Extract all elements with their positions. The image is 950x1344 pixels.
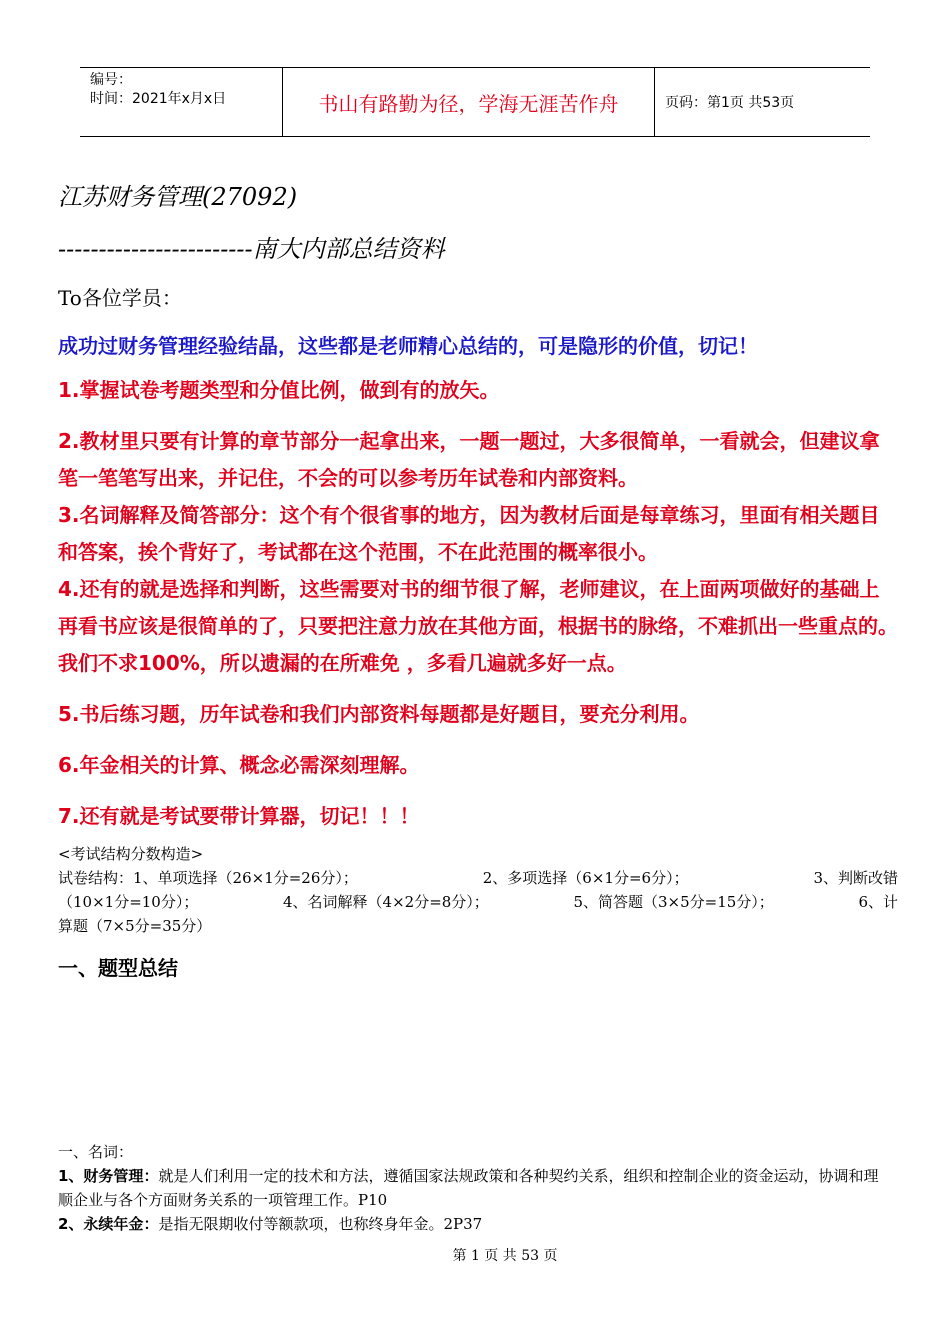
tip-item: 4.还有的就是选择和判断，这些需要对书的细节很了解，老师建议，在上面两项做好的基础上再看书应该是很简单的了，只要把注意力放在其他方面，根据书的脉络，不难抓出一些重点的。我们不求100%，所以遗漏的在所难免 ，多看几遍就多好一点。: [58, 577, 898, 675]
header-time: 时间：2021年x月x日: [90, 91, 227, 107]
tip-item: 3.名词解释及简答部分：这个有个很省事的地方，因为教材后面是每章练习，里面有相关题目和答案，挨个背好了，考试都在这个范围，不在此范围的概率很小。: [58, 503, 880, 564]
structure-item: 2、多项选择（6×1分=6分）；: [482, 869, 689, 887]
term-item: [58, 1212, 888, 1236]
doc-title: 江苏财务管理(27092): [58, 183, 298, 211]
structure-item: （10×1分=10分）；: [58, 893, 199, 911]
lead-text: 成功过财务管理经验结晶，这些都是老师精心总结的，可是隐形的价值，切记！: [58, 334, 758, 358]
header-page: 页码：第1页 共53页: [665, 95, 795, 111]
header-motto: 书山有路勤为径，学海无涯苦作舟: [282, 68, 655, 136]
term-name: 2、永续年金：: [58, 1215, 159, 1233]
tip-item: 5.书后练习题，历年试卷和我们内部资料每题都是好题目，要充分利用。: [58, 702, 700, 726]
page-footer: 第 1 页 共 53 页: [452, 1248, 558, 1264]
section-heading: 一、题型总结: [58, 956, 178, 980]
tip-item: 2.教材里只要有计算的章节部分一起拿出来，一题一题过，大多很简单，一看就会，但建议拿笔一笔笔写出来，并记住，不会的可以参考历年试卷和内部资料。: [58, 429, 880, 490]
tip-item: 7.还有就是考试要带计算器，切记！！！: [58, 804, 420, 828]
header-meta: [80, 68, 282, 136]
structure-row: [58, 890, 898, 914]
term-definition: 就是人们利用一定的技术和方法，遵循国家法规政策和各种契约关系，组织和控制企业的资金运动，协调和理顺企业与各个方面财务关系的一项管理工作。P10: [58, 1167, 879, 1209]
structure-row: 算题（7×5分=35分）: [58, 917, 212, 935]
structure-item: 5、简答题（3×5分=15分）；: [573, 893, 774, 911]
header-number: 编号：: [90, 72, 132, 88]
terms-heading: 一、名词：: [58, 1143, 134, 1161]
structure-item: 3、判断改错: [813, 869, 898, 887]
term-name: 1、财务管理：: [58, 1167, 159, 1185]
tip-item: 6.年金相关的计算、概念必需深刻理解。: [58, 753, 420, 777]
greeting: To各位学员：: [58, 286, 182, 310]
tip-item: 1.掌握试卷考题类型和分值比例，做到有的放矢。: [58, 378, 500, 402]
structure-row: [58, 866, 898, 890]
structure-item: 4、名词解释（4×2分=8分）；: [283, 893, 489, 911]
exam-structure: [58, 842, 898, 938]
page-header: [80, 67, 870, 137]
doc-subtitle: ------------------------南大内部总结资料: [58, 235, 445, 263]
term-definition: 是指无限期收付等额款项，也称终身年金。2P37: [158, 1215, 483, 1233]
structure-item: 6、计: [858, 893, 898, 911]
structure-heading: <考试结构分数构造>: [58, 845, 204, 863]
term-item: [58, 1164, 888, 1212]
structure-item: 试卷结构：1、单项选择（26×1分=26分）；: [58, 869, 358, 887]
tips-list: [58, 372, 898, 835]
terms-section: [58, 1140, 888, 1236]
